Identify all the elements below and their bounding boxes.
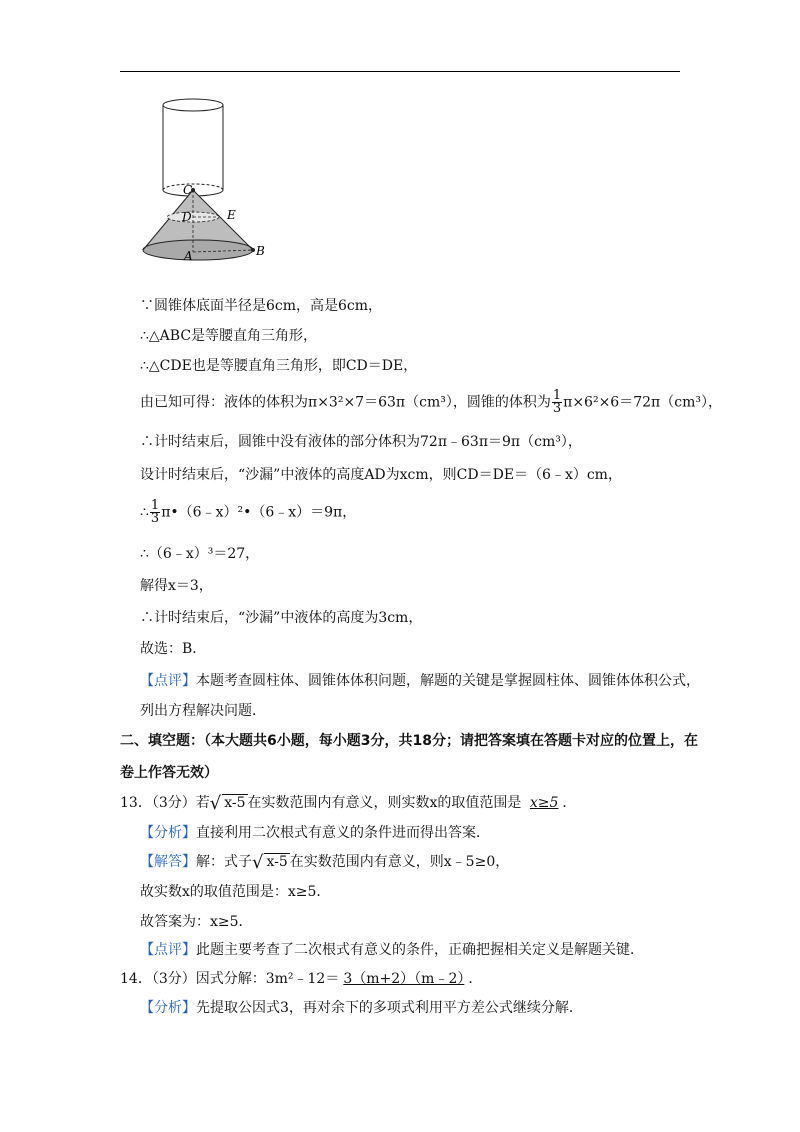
solution-line-8: ∴（6﹣x）³＝27， — [140, 546, 260, 562]
header-rule — [120, 71, 680, 72]
label-d: D — [182, 210, 192, 224]
q13-comment: 【点评】此题主要考查了二次根式有意义的条件，正确把握相关定义是解题关键． — [140, 942, 644, 958]
volume-text: 由已知可得：液体的体积为π×3²×7＝63π（cm³），圆锥的体积为 — [140, 394, 551, 411]
question-14: 14．（3分）因式分解：3m²﹣12＝ 3（m+2）（m﹣2） ． — [120, 971, 483, 987]
solution-line-2: ∴△ABC是等腰直角三角形， — [140, 328, 318, 344]
label-a: A — [184, 249, 193, 263]
solution-line-6: 设计时结束后，“沙漏”中液体的高度AD为xcm，则CD＝DE＝（6﹣x）cm， — [140, 467, 622, 483]
cone-volume-text: π×6²×6＝72π（cm³）， — [563, 394, 722, 411]
fraction-one-third: $\frac{1}{3}$ — [552, 388, 562, 416]
answer-13: x≥5 — [529, 795, 559, 811]
solution-line-3: ∴△CDE也是等腰直角三角形，即CD＝DE， — [140, 358, 418, 374]
solution-line-5: ∴计时结束后，圆锥中没有液体的部分体积为72π﹣63π＝9π（cm³）， — [140, 434, 582, 450]
q13-solution: 【解答】解：式子√ x-5 在实数范围内有意义，则x﹣5≥0， — [140, 852, 510, 873]
cylinder-cone-figure — [138, 95, 278, 270]
sqrt-expression: x-5 — [224, 795, 246, 811]
section-heading-line-1: 二、填空题：（本大题共6小题，每小题3分，共18分；请把答案填在答题卡对应的位置上，在 — [120, 733, 698, 749]
solution-line-1: ∵圆锥体底面半径是6cm，高是6cm， — [140, 298, 383, 314]
comment-tag: 【点评】 — [140, 673, 196, 689]
label-c: C — [183, 183, 193, 197]
comment-line-2: 列出方程解决问题． — [140, 703, 266, 719]
solution-line-9: 解得x＝3， — [140, 578, 213, 594]
section-heading-line-2: 卷上作答无效） — [120, 765, 218, 781]
label-b: B — [256, 244, 265, 258]
q13-solution-line-3: 故答案为：x≥5． — [140, 914, 253, 930]
comment-line-1: 【点评】本题考查圆柱体、圆锥体体积问题，解题的关键是掌握圆柱体、圆锥体体积公式， — [140, 673, 700, 689]
question-13: 13．（3分）若√ x-5 在实数范围内有意义，则实数x的取值范围是 x≥5 ． — [120, 793, 577, 814]
q13-solution-line-2: 故实数x的取值范围是：x≥5． — [140, 884, 331, 900]
solution-line-7: ∴ $\frac{1}{3}$ π•（6﹣x）²•（6﹣x）＝9π， — [140, 498, 357, 526]
equation-text: π•（6﹣x）²•（6﹣x）＝9π， — [161, 504, 357, 521]
answer-14: 3（m+2）（m﹣2） — [343, 971, 465, 987]
fraction-one-third-2: $\frac{1}{3}$ — [150, 498, 160, 526]
label-e: E — [227, 208, 236, 222]
solution-line-4 — [140, 390, 722, 415]
q13-analysis: 【分析】直接利用二次根式有意义的条件进而得出答案． — [140, 825, 490, 841]
solution-line-11: 故选：B． — [140, 641, 207, 657]
q14-analysis: 【分析】先提取公因式3，再对余下的多项式利用平方差公式继续分解． — [140, 1000, 583, 1016]
solution-line-10: ∴计时结束后，“沙漏”中液体的高度为3cm， — [140, 610, 423, 626]
